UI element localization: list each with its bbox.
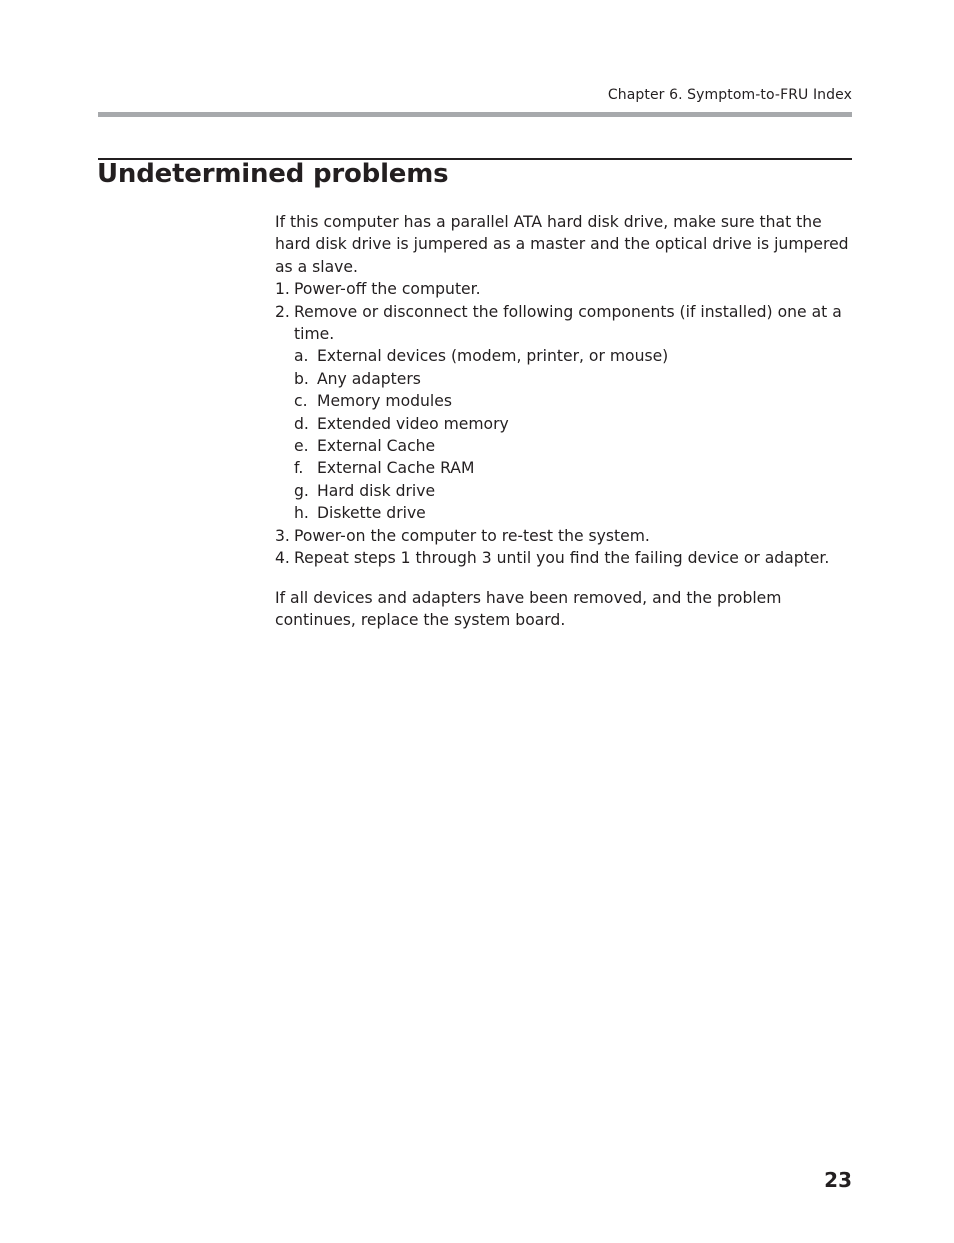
step-number: 1. — [275, 280, 290, 299]
substep-text: Extended video memory — [317, 414, 509, 433]
substep-letter: d. — [294, 414, 309, 433]
substep-letter: f. — [294, 459, 304, 478]
closing-paragraph: If all devices and adapters have been removed, and the problem continues, replace the system board. — [275, 588, 782, 629]
substep-letter: e. — [294, 437, 309, 456]
step-item — [275, 278, 855, 300]
section-body — [275, 211, 855, 631]
substep-text: Any adapters — [317, 369, 421, 388]
substep-item — [294, 345, 855, 367]
step-item — [275, 301, 855, 525]
substep-item — [294, 457, 855, 479]
step-text: Power-on the computer to re-test the system. — [294, 526, 650, 545]
substep-text: External devices (modem, printer, or mouse) — [317, 347, 669, 366]
step-number: 2. — [275, 302, 290, 321]
substep-letter: c. — [294, 392, 308, 411]
substep-letter: a. — [294, 347, 309, 366]
step-text: Power-off the computer. — [294, 280, 481, 299]
substep-item — [294, 480, 855, 502]
substeps-list — [294, 345, 855, 524]
header-rule — [98, 112, 852, 117]
step-text: Remove or disconnect the following components (if installed) one at a time. — [294, 302, 842, 344]
substep-letter: b. — [294, 369, 309, 388]
substep-item — [294, 390, 855, 412]
substep-item — [294, 368, 855, 390]
substep-item — [294, 435, 855, 457]
step-number: 4. — [275, 549, 290, 568]
substep-item — [294, 413, 855, 435]
step-text: Repeat steps 1 through 3 until you find the failing device or adapter. — [294, 549, 830, 568]
step-item — [275, 525, 855, 547]
section-title: Undetermined problems — [97, 159, 449, 189]
substep-text: External Cache RAM — [317, 459, 475, 478]
substep-text: External Cache — [317, 437, 436, 456]
step-number: 3. — [275, 526, 290, 545]
running-header: Chapter 6. Symptom-to-FRU Index — [607, 87, 852, 103]
substep-text: Memory modules — [317, 392, 452, 411]
intro-paragraph: If this computer has a parallel ATA hard disk drive, make sure that the hard disk drive is jumpered as a master and the optical drive is jumpered as a slave. — [275, 213, 849, 276]
substep-text: Hard disk drive — [317, 481, 436, 500]
substep-letter: h. — [294, 504, 309, 523]
substep-text: Diskette drive — [317, 504, 426, 523]
step-item — [275, 547, 855, 569]
page-number: 23 — [824, 1168, 852, 1192]
substep-item — [294, 502, 855, 524]
steps-list — [275, 278, 855, 569]
substep-letter: g. — [294, 481, 309, 500]
